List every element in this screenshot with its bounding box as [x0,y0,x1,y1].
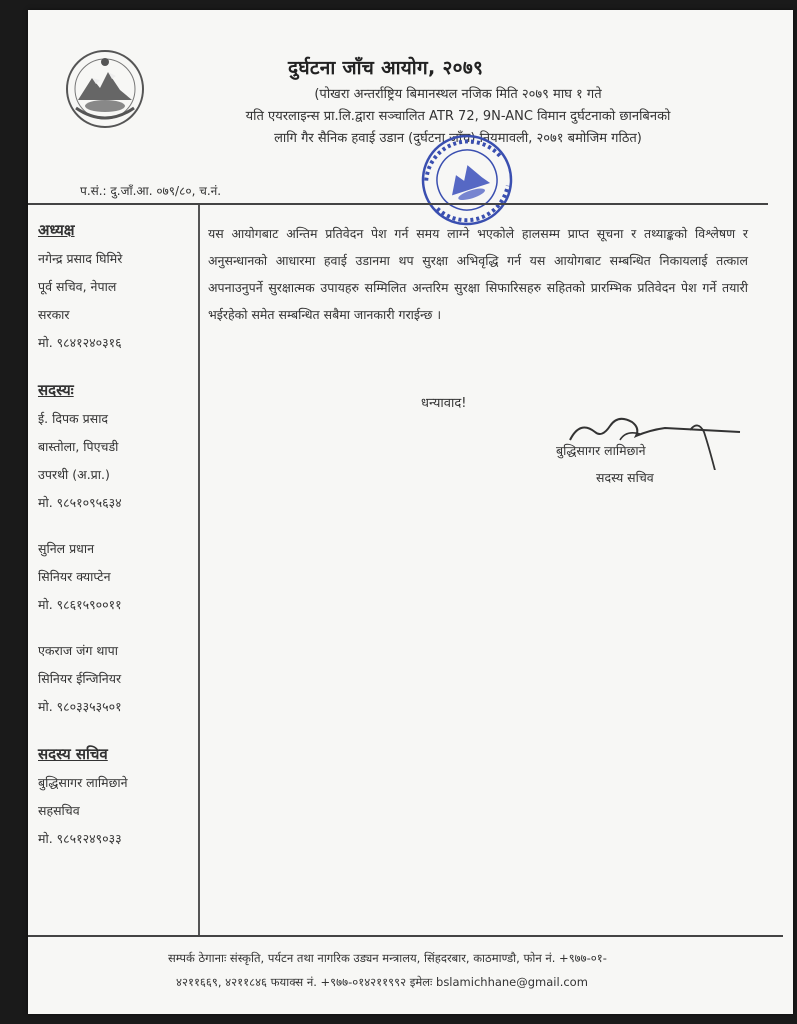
sidebar-line: बास्तोला, पिएचडी [38,439,119,454]
letterhead-title: दुर्घटना जाँच आयोग, २०७९ [288,57,484,79]
footer-line: सम्पर्क ठेगानाः संस्कृति, पर्यटन तथा नागरिक उड्यन मन्त्रालय, सिंहदरबार, काठमाण्डौ, फोन नं. +९७७-०१- [168,951,607,965]
sidebar-line: सिनियर क्याप्टेन [38,569,111,584]
chair-heading: अध्यक्ष [38,221,75,239]
thanks-text: धन्यावाद! [421,396,467,411]
reference-number: प.सं.: दु.जाँ.आ. ०७९/८०, च.नं. [80,184,222,198]
sidebar-divider [198,205,200,935]
nepal-government-emblem-icon [64,48,146,130]
sidebar-phone: मो. ९८५१०९५६३४ [38,495,122,510]
letter-page [28,10,793,1014]
sidebar-phone: मो. ९८४१२४०३१६ [38,335,122,350]
letter-body-paragraph: यस आयोगबाट अन्तिम प्रतिवेदन पेश गर्न समय लाग्ने भएकोले हालसम्म प्राप्त सूचना र तथ्याङ्कको विश्लेषण र अनुसन्धानको आधारमा हवाई उडानमा थप सुरक्षा अभिवृद्धि गर्न यस आयोगबाट सम्बन्धित निकायलाई तत्काल अपनाउनुपर्ने सुरक्षात्मक उपायहरु सम्मिलित अन्तरिम सुरक्षा सिफारिसहरु सहितको प्रारम्भिक प्रतिवेदन पेश गर्ने तयारी भईरहेको समेत सम्बन्धित सबैमा जानकारी गराईन्छ । [208,226,748,322]
footer-line: ४२११६६९, ४२११८४६ फयाक्स नं. +९७७-०१४२११९९२ इमेलः bslamichhane@gmail.com [176,975,588,989]
letterhead-subtitle-line: यति एयरलाइन्स प्रा.लि.द्वारा सञ्चालित ATR 72, 9N-ANC विमान दुर्घटनाको छानबिनको [245,109,671,124]
letterhead-subtitle-line: लागि गैर सैनिक हवाई उडान (दुर्घटना जाँच) नियमावली, २०७१ बमोजिम गठित) [274,131,642,146]
sidebar-line: उपरथी (अ.प्रा.) [38,467,110,482]
members-heading: सदस्यः [38,381,74,399]
sidebar-phone: मो. ९८५१२४९०३३ [38,831,122,846]
handwritten-signature-icon [540,400,750,470]
footer-divider [28,935,783,937]
signer-name: बुद्धिसागर लामिछाने [556,443,646,458]
header-divider [28,203,768,205]
sidebar-line: सिनियर ईन्जिनियर [38,671,122,686]
sidebar-line: ई. दिपक प्रसाद [38,411,109,426]
signer-title: सदस्य सचिव [596,470,654,485]
sidebar-line: नगेन्द्र प्रसाद घिमिरे [38,251,123,266]
commission-members-sidebar [38,215,193,853]
sidebar-phone: मो. ९८०३३५३५०१ [38,699,122,714]
sidebar-line: बुद्धिसागर लामिछाने [38,775,128,790]
commission-seal-stamp-icon [406,128,528,232]
sidebar-line: पूर्व सचिव, नेपाल [38,279,117,294]
letterhead-subtitle-line: (पोखरा अन्तर्राष्ट्रिय बिमानस्थल नजिक मिति २०७९ माघ १ गते [314,87,602,102]
sidebar-line: सुनिल प्रधान [38,541,95,556]
sidebar-line: एकराज जंग थापा [38,643,118,658]
sidebar-line: सहसचिव [38,803,80,818]
sidebar-line: सरकार [38,307,70,322]
contact-footer [168,946,758,994]
secretary-heading: सदस्य सचिव [38,745,108,763]
sidebar-phone: मो. ९८६१५९००११ [38,597,122,612]
